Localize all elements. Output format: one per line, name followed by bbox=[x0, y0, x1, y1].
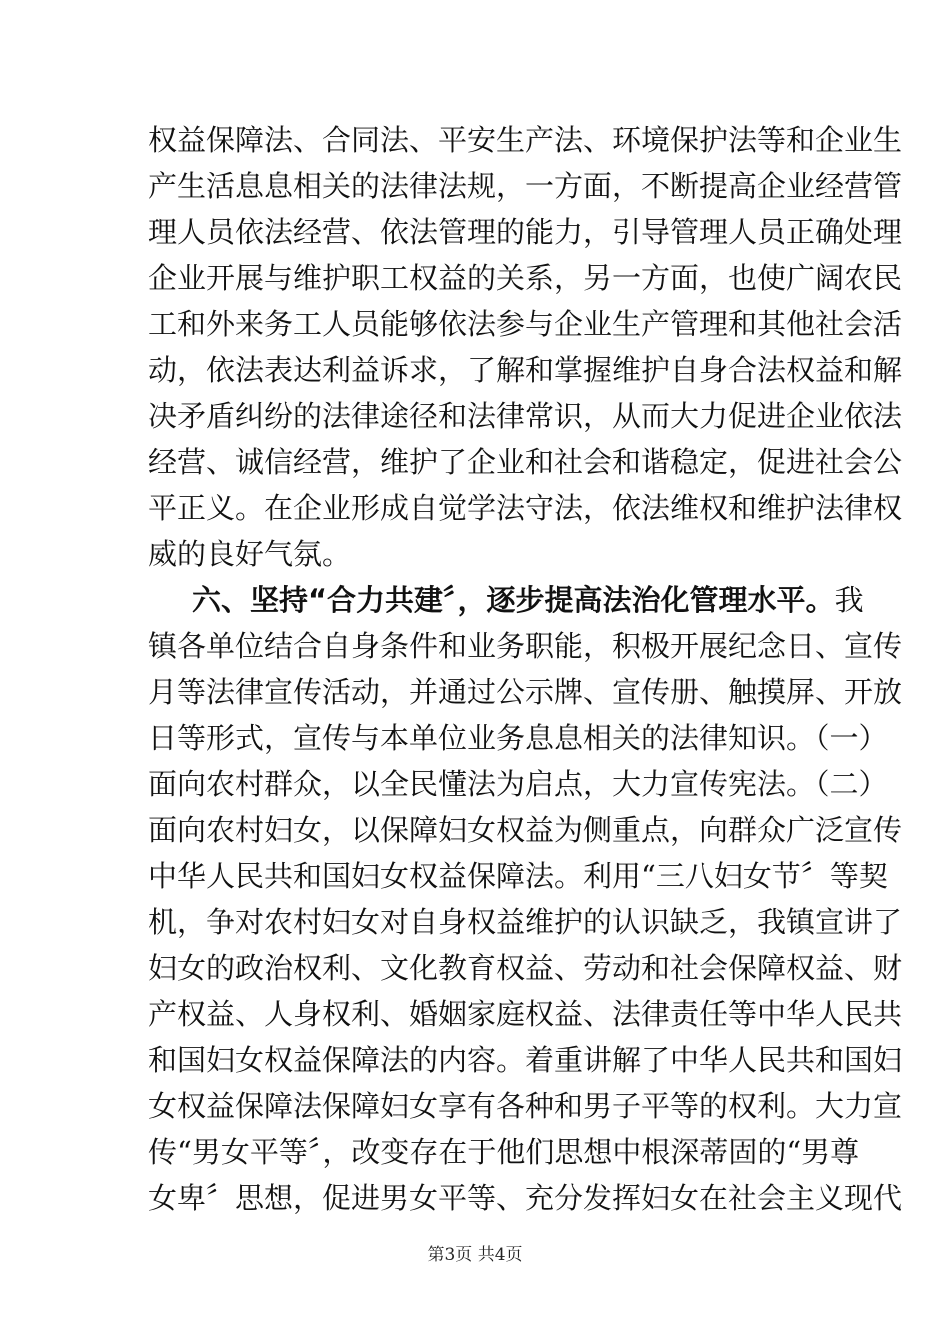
paragraph-line: 中华人民共和国妇女权益保障法。利用“三八妇女节〞等契 bbox=[148, 859, 888, 893]
paragraph-line: 工和外来务工人员能够依法参与企业生产管理和其他社会活 bbox=[148, 307, 903, 341]
section-heading: 六、坚持“合力共建〞，逐步提高法治化管理水平。 bbox=[192, 583, 835, 617]
paragraph-line: 镇各单位结合自身条件和业务职能，积极开展纪念日、宣传 bbox=[148, 629, 903, 663]
paragraph-line: 决矛盾纠纷的法律途径和法律常识，从而大力促进企业依法 bbox=[148, 399, 903, 433]
page-footer: 第3页 共4页 bbox=[427, 1245, 523, 1265]
paragraph-line: 权益保障法、合同法、平安生产法、环境保护法等和企业生 bbox=[148, 123, 903, 157]
section-heading-line bbox=[192, 580, 864, 620]
paragraph-line: 女卑〞思想，促进男女平等、充分发挥妇女在社会主义现代 bbox=[148, 1181, 903, 1215]
paragraph-line: 面向农村群众，以全民懂法为启点，大力宣传宪法。（二） bbox=[148, 767, 888, 801]
paragraph-line: 日等形式，宣传与本单位业务息息相关的法律知识。（一） bbox=[148, 721, 888, 755]
paragraph-line: 面向农村妇女，以保障妇女权益为侧重点，向群众广泛宣传 bbox=[148, 813, 903, 847]
paragraph-line: 机，争对农村妇女对自身权益维护的认识缺乏，我镇宣讲了 bbox=[148, 905, 903, 939]
paragraph-line: 经营、诚信经营，维护了企业和社会和谐稳定，促进社会公 bbox=[148, 445, 903, 479]
heading-line-tail: 我 bbox=[834, 583, 864, 617]
paragraph-line: 月等法律宣传活动，并通过公示牌、宣传册、触摸屏、开放 bbox=[148, 675, 903, 709]
paragraph-line: 产权益、人身权利、婚姻家庭权益、法律责任等中华人民共 bbox=[148, 997, 903, 1031]
paragraph-line: 理人员依法经营、依法管理的能力，引导管理人员正确处理 bbox=[148, 215, 903, 249]
paragraph-line: 动，依法表达利益诉求，了解和掌握维护自身合法权益和解 bbox=[148, 353, 903, 387]
paragraph-line: 女权益保障法保障妇女享有各种和男子平等的权利。大力宣 bbox=[148, 1089, 903, 1123]
paragraph-line: 妇女的政治权利、文化教育权益、劳动和社会保障权益、财 bbox=[148, 951, 903, 985]
paragraph-line: 企业开展与维护职工权益的关系，另一方面，也使广阔农民 bbox=[148, 261, 903, 295]
paragraph-line: 平正义。在企业形成自觉学法守法，依法维权和维护法律权 bbox=[148, 491, 903, 525]
paragraph-line: 威的良好气氛。 bbox=[148, 537, 352, 571]
paragraph-line: 和国妇女权益保障法的内容。着重讲解了中华人民共和国妇 bbox=[148, 1043, 903, 1077]
paragraph-line: 传“男女平等〞，改变存在于他们思想中根深蒂固的“男尊 bbox=[148, 1135, 860, 1169]
paragraph-line: 产生活息息相关的法律法规，一方面，不断提高企业经营管 bbox=[148, 169, 903, 203]
